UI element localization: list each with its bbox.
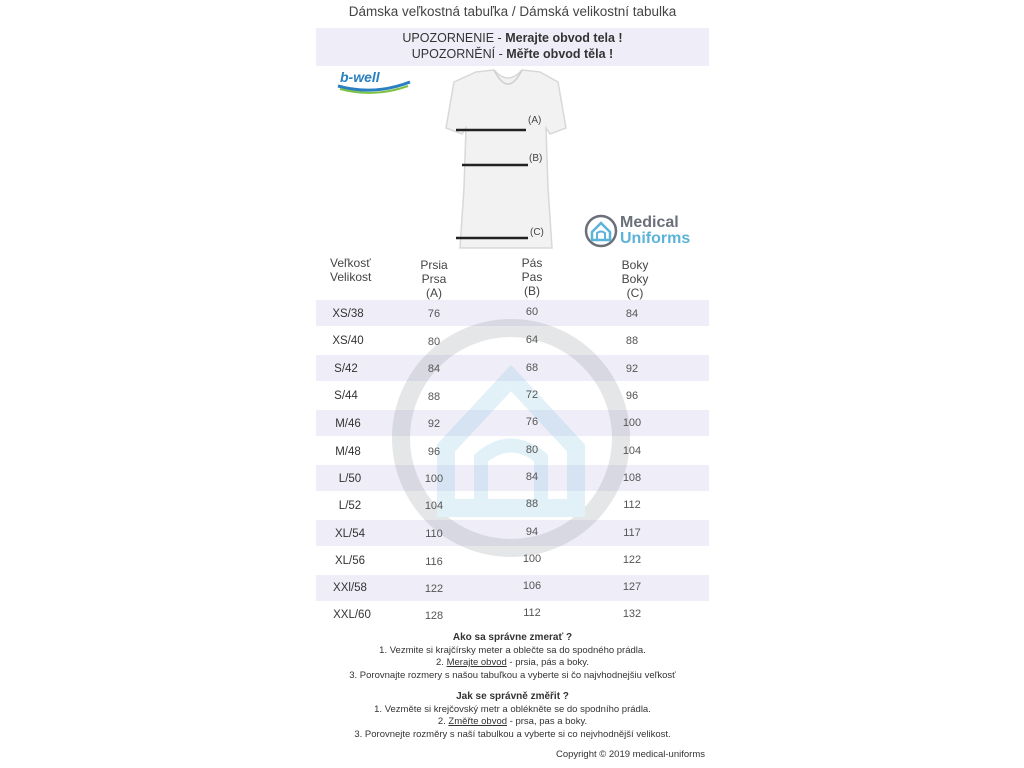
shirt-illustration xyxy=(426,68,591,253)
logo-text-medical: Medical xyxy=(620,214,679,231)
instructions-cz-step2: 2. Změřte obvod - prsa, pas a boky. xyxy=(437,716,588,727)
table-cell-size: XS/40 xyxy=(332,335,364,347)
table-cell-hips: 112 xyxy=(623,499,641,511)
table-cell-size: L/52 xyxy=(338,500,362,512)
svg-text:(A): (A) xyxy=(528,115,542,126)
table-cell-hips: 100 xyxy=(622,417,642,429)
table-cell-chest: 128 xyxy=(424,610,444,622)
copyright: Copyright © 2019 medical-uniforms xyxy=(555,749,705,760)
table-cell-waist: 68 xyxy=(525,362,539,374)
bwell-logo xyxy=(334,68,414,94)
medical-uniforms-logo xyxy=(584,212,709,252)
table-cell-waist: 72 xyxy=(525,389,539,401)
table-cell-chest: 110 xyxy=(425,528,443,540)
instructions-sk-step3: 3. Porovnajte rozmery s našou tabuľkou a vyberte si čo najvhodnejšiu veľkosť xyxy=(349,669,676,681)
table-cell-waist: 60 xyxy=(525,306,539,318)
warning-sk: UPOZORNENIE - Merajte obvod tela ! xyxy=(402,31,623,45)
table-cell-waist: 100 xyxy=(522,553,542,565)
table-cell-waist: 80 xyxy=(525,444,539,456)
table-cell-size: XXL/60 xyxy=(333,609,371,621)
header-waist: Pás Pas (B) xyxy=(521,256,543,298)
table-cell-chest: 122 xyxy=(424,583,444,595)
table-cell-waist: 88 xyxy=(525,498,539,510)
header-hips: Boky Boky (C) xyxy=(621,258,649,300)
instructions-sk-step2: 2. Merajte obvod - prsia, pás a boky. xyxy=(436,657,589,668)
table-cell-waist: 64 xyxy=(525,334,539,346)
table-cell-waist: 112 xyxy=(523,607,541,619)
table-cell-chest: 76 xyxy=(427,308,441,320)
table-cell-chest: 92 xyxy=(427,418,441,430)
table-cell-size: XXl/58 xyxy=(333,582,367,594)
table-cell-size: XL/56 xyxy=(334,555,366,567)
table-cell-chest: 96 xyxy=(427,446,441,458)
instructions-sk-heading: Ako sa správne zmerať ? xyxy=(452,632,573,643)
table-cell-chest: 116 xyxy=(425,556,443,568)
table-cell-size: M/48 xyxy=(335,446,361,458)
table-cell-hips: 92 xyxy=(625,363,639,375)
table-cell-size: S/42 xyxy=(334,363,358,375)
table-cell-hips: 88 xyxy=(625,335,639,347)
instructions-cz xyxy=(316,691,709,741)
table-cell-hips: 127 xyxy=(622,581,642,593)
table-cell-hips: 132 xyxy=(622,608,642,620)
table-cell-hips: 108 xyxy=(622,472,642,484)
table-cell-hips: 117 xyxy=(623,527,641,539)
table-cell-hips: 122 xyxy=(622,554,642,566)
svg-text:(B): (B) xyxy=(529,153,543,164)
svg-text:b-well: b-well xyxy=(340,69,380,85)
table-cell-waist: 76 xyxy=(525,416,539,428)
warning-cz: UPOZORNĚNÍ - Měřte obvod těla ! xyxy=(411,47,614,61)
instructions-cz-step1: 1. Vezměte si krejčovský metr a oblékněte se do spodního prádla. xyxy=(374,703,651,715)
instructions-sk-step1: 1. Vezmite si krajčírsky meter a oblečte sa do spodného prádla. xyxy=(379,644,646,656)
house-icon xyxy=(584,214,618,248)
watermark-logo xyxy=(391,318,631,558)
table-cell-size: L/50 xyxy=(338,473,362,485)
page-title: Dámska veľkostná tabuľka / Dámská velikostní tabulka xyxy=(348,4,677,19)
size-chart-sheet xyxy=(316,0,709,768)
table-cell-chest: 84 xyxy=(427,363,441,375)
table-cell-size: XS/38 xyxy=(332,308,364,320)
instructions-cz-heading: Jak se správně změřit ? xyxy=(456,691,569,702)
instructions-cz-step3: 3. Porovnejte rozměry s naší tabulkou a vyberte si co nejvhodnější velikost. xyxy=(354,728,671,740)
table-cell-waist: 94 xyxy=(525,526,539,538)
table-cell-chest: 100 xyxy=(424,473,444,485)
table-cell-waist: 84 xyxy=(525,471,539,483)
warning-banner xyxy=(316,28,709,66)
table-cell-size: XL/54 xyxy=(334,528,366,540)
header-size: Veľkosť Velikost xyxy=(330,256,372,284)
svg-text:(C): (C) xyxy=(530,227,544,238)
header-chest: Prsia Prsa (A) xyxy=(420,258,448,300)
table-cell-size: S/44 xyxy=(334,390,358,402)
table-cell-chest: 80 xyxy=(427,336,441,348)
table-cell-hips: 96 xyxy=(625,390,639,402)
table-cell-chest: 88 xyxy=(427,391,441,403)
table-cell-chest: 104 xyxy=(424,500,444,512)
table-cell-hips: 84 xyxy=(625,308,639,320)
table-cell-waist: 106 xyxy=(522,580,542,592)
table-cell-hips: 104 xyxy=(622,445,642,457)
instructions-sk xyxy=(316,632,709,682)
table-cell-size: M/46 xyxy=(335,418,361,430)
logo-text-uniforms: Uniforms xyxy=(620,230,691,247)
